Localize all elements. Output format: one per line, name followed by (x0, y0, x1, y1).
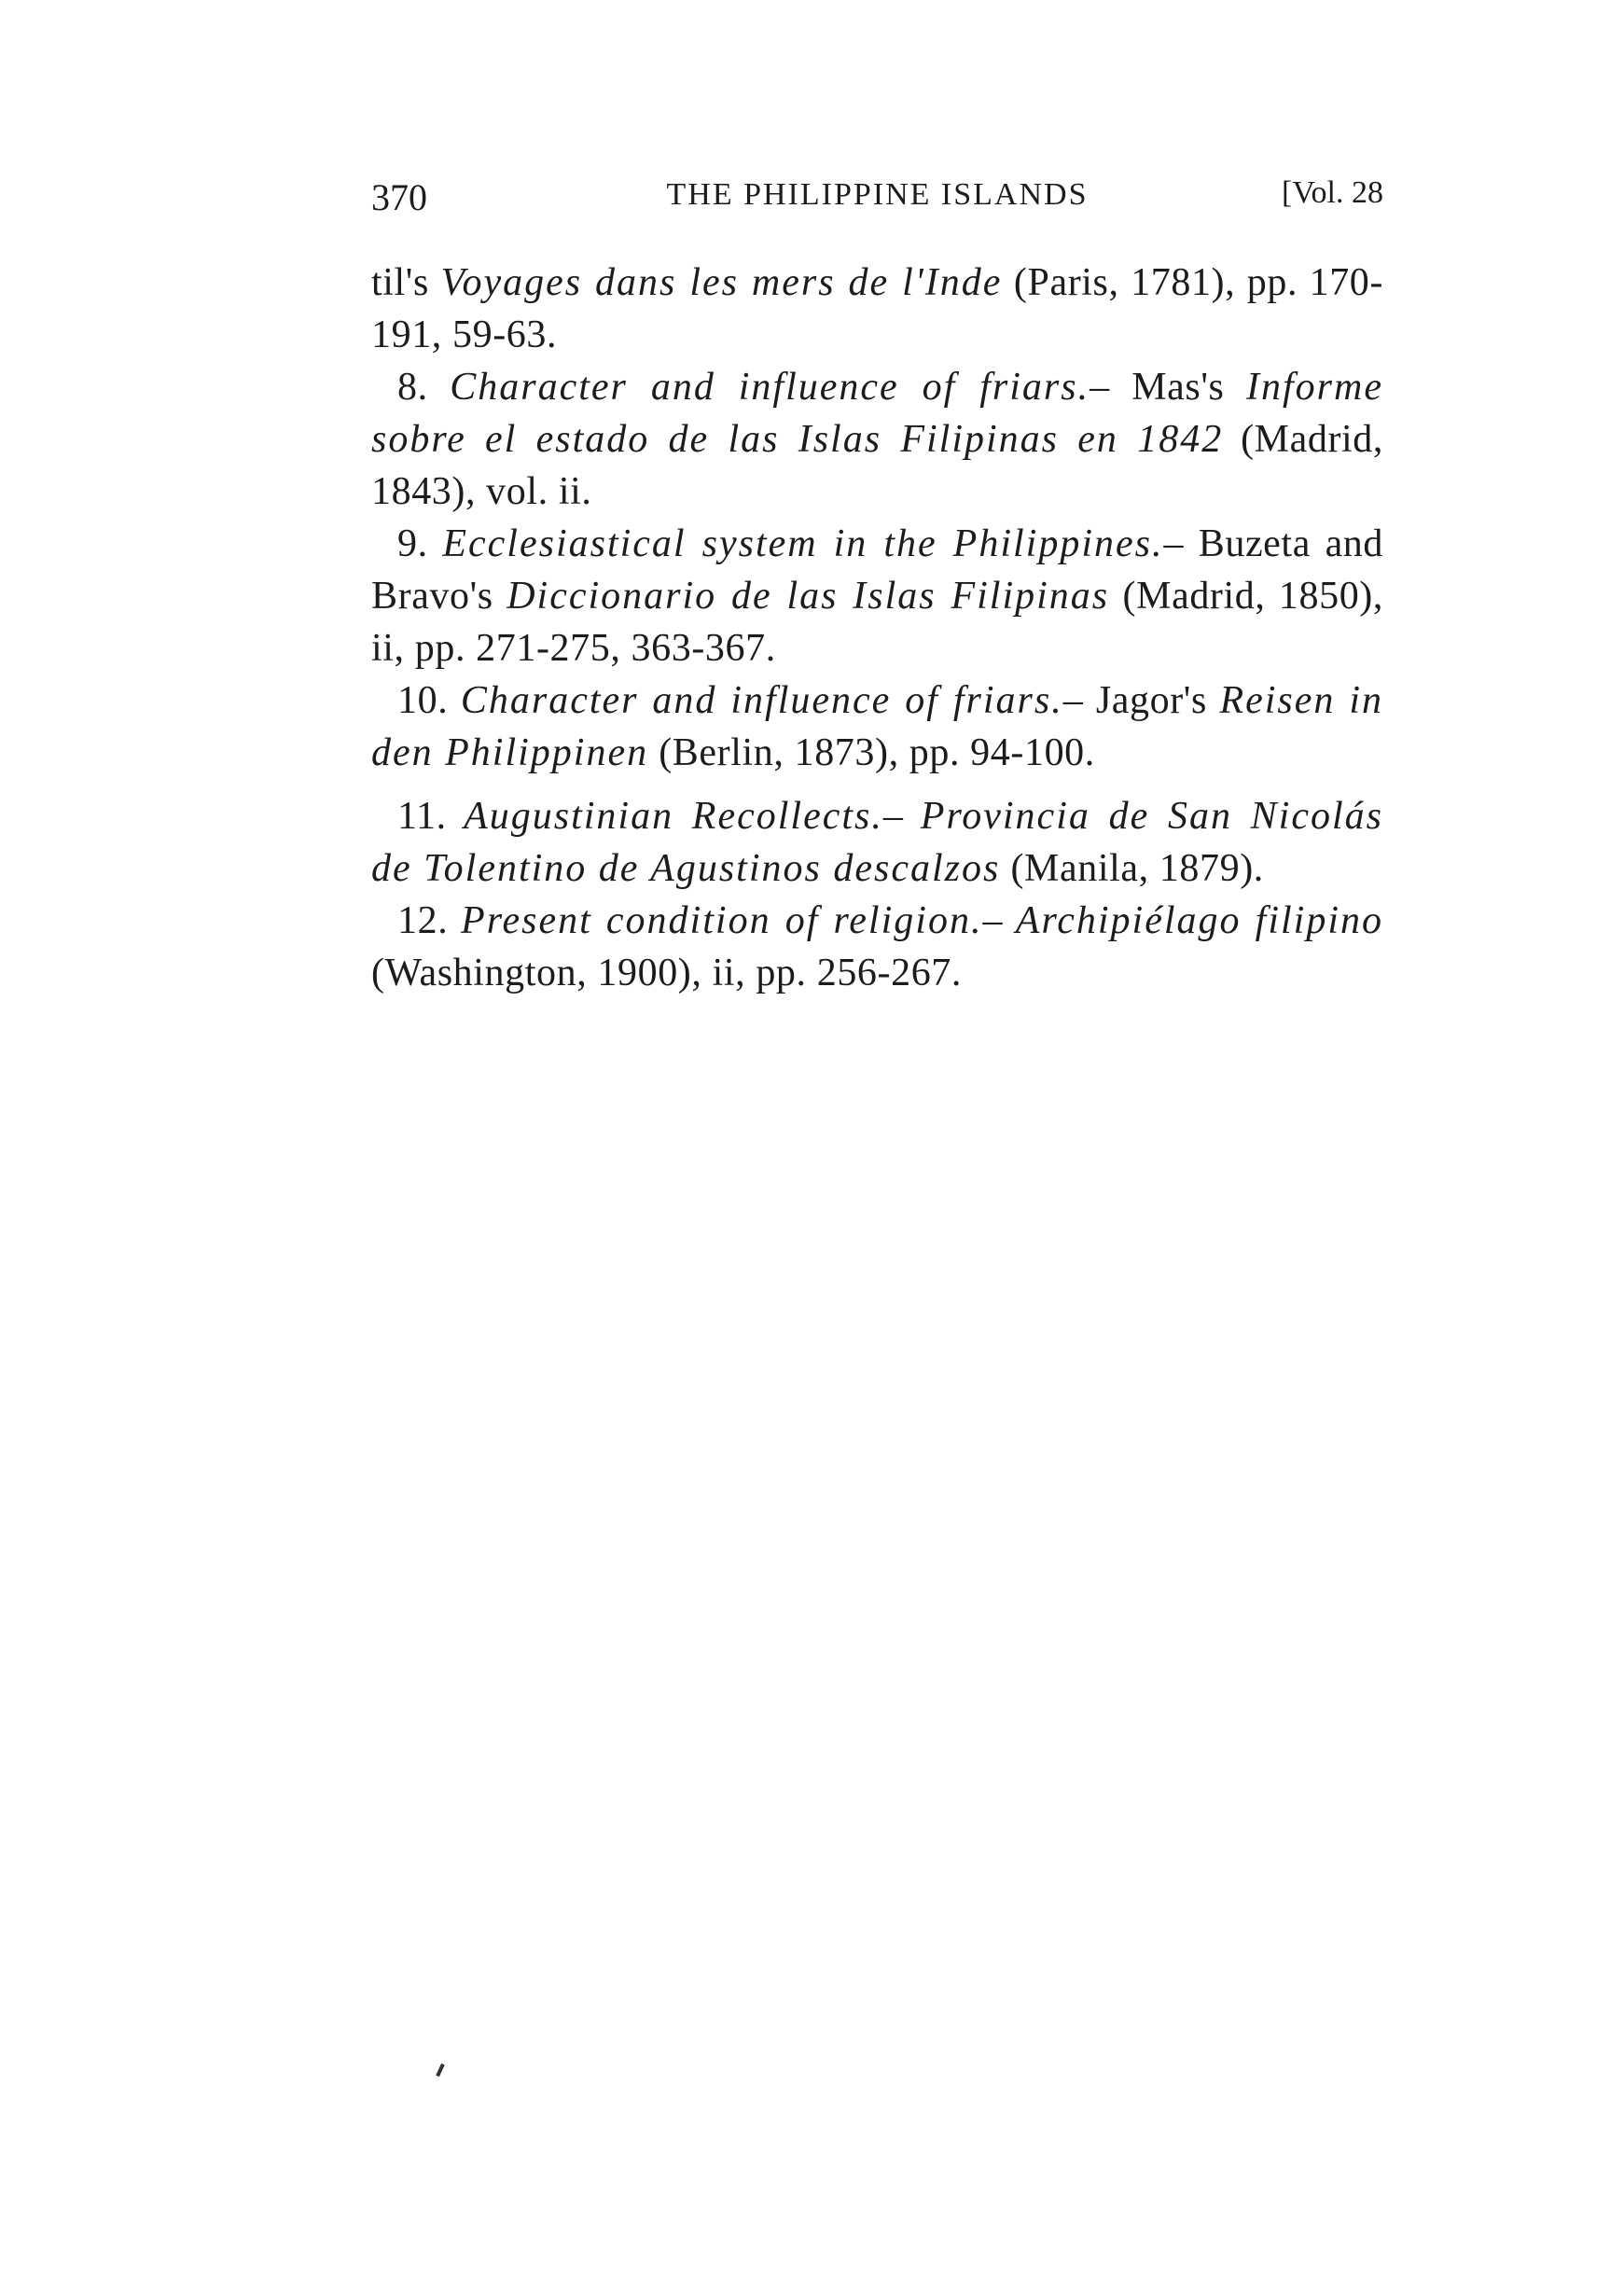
page-header (371, 175, 1383, 222)
volume-label: [Vol. 28 (1282, 175, 1383, 210)
entry-text: (Madrid, 1843), vol. ii. (371, 418, 1383, 513)
entry-text: – Jagor's (1062, 679, 1220, 722)
entry-title: Archipiélago filipino (1015, 899, 1384, 942)
entry-number: 8. (397, 366, 451, 409)
entry-title: Reisen in den Philippinen (371, 679, 1384, 774)
entry-number: 10. (397, 679, 461, 722)
running-title: THE PHILIPPINE ISLANDS (666, 177, 1089, 212)
bibliography-entry-continued (371, 257, 1383, 361)
entry-title: Diccionario de las Islas Filipinas (507, 575, 1110, 618)
entry-title: Provincia de San Nicolás de Tolentino de Agustinos descalzos (371, 795, 1383, 890)
bibliography-entry-8 (371, 361, 1383, 518)
entry-text: – (882, 795, 921, 838)
entry-text: – (982, 899, 1016, 942)
entry-text: (Paris, 1781), pp. 170-191, 59-63. (371, 261, 1383, 356)
entry-text: (Manila, 1879). (1000, 847, 1264, 890)
bibliography-entry-10 (371, 674, 1383, 779)
bibliography-entry-11 (371, 790, 1383, 895)
entry-topic: Present condition of religion. (461, 899, 983, 942)
entry-title: Informe sobre el estado de las Islas Filipinas en 1842 (371, 366, 1383, 461)
bibliography-entry-9 (371, 518, 1383, 674)
page-number: 370 (371, 176, 427, 218)
entry-topic: Augustinian Recollects. (464, 795, 883, 838)
entry-title: Voyages dans les mers de l'Inde (440, 261, 1003, 304)
entry-text: (Berlin, 1873), pp. 94-100. (648, 731, 1095, 774)
entry-topic: Character and influence of friars. (450, 366, 1090, 409)
entry-topic: Character and influence of friars. (460, 679, 1063, 722)
bibliography-entry-12 (371, 895, 1383, 999)
bibliography-text (371, 257, 1383, 999)
entry-text: (Washington, 1900), ii, pp. 256-267. (371, 952, 962, 994)
entry-number: 12. (397, 899, 462, 942)
entry-text: – Buzeta and Bravo's (371, 522, 1384, 618)
entry-number: 9. (397, 522, 443, 565)
entry-topic: Ecclesiastical system in the Philippines. (442, 522, 1164, 565)
entry-text: til's (371, 261, 441, 304)
entry-text: (Madrid, 1850), ii, pp. 271-275, 363-367. (371, 575, 1383, 670)
entry-number: 11. (397, 795, 465, 838)
entry-text: – Mas's (1090, 366, 1246, 409)
stray-ink-mark (436, 2064, 445, 2077)
